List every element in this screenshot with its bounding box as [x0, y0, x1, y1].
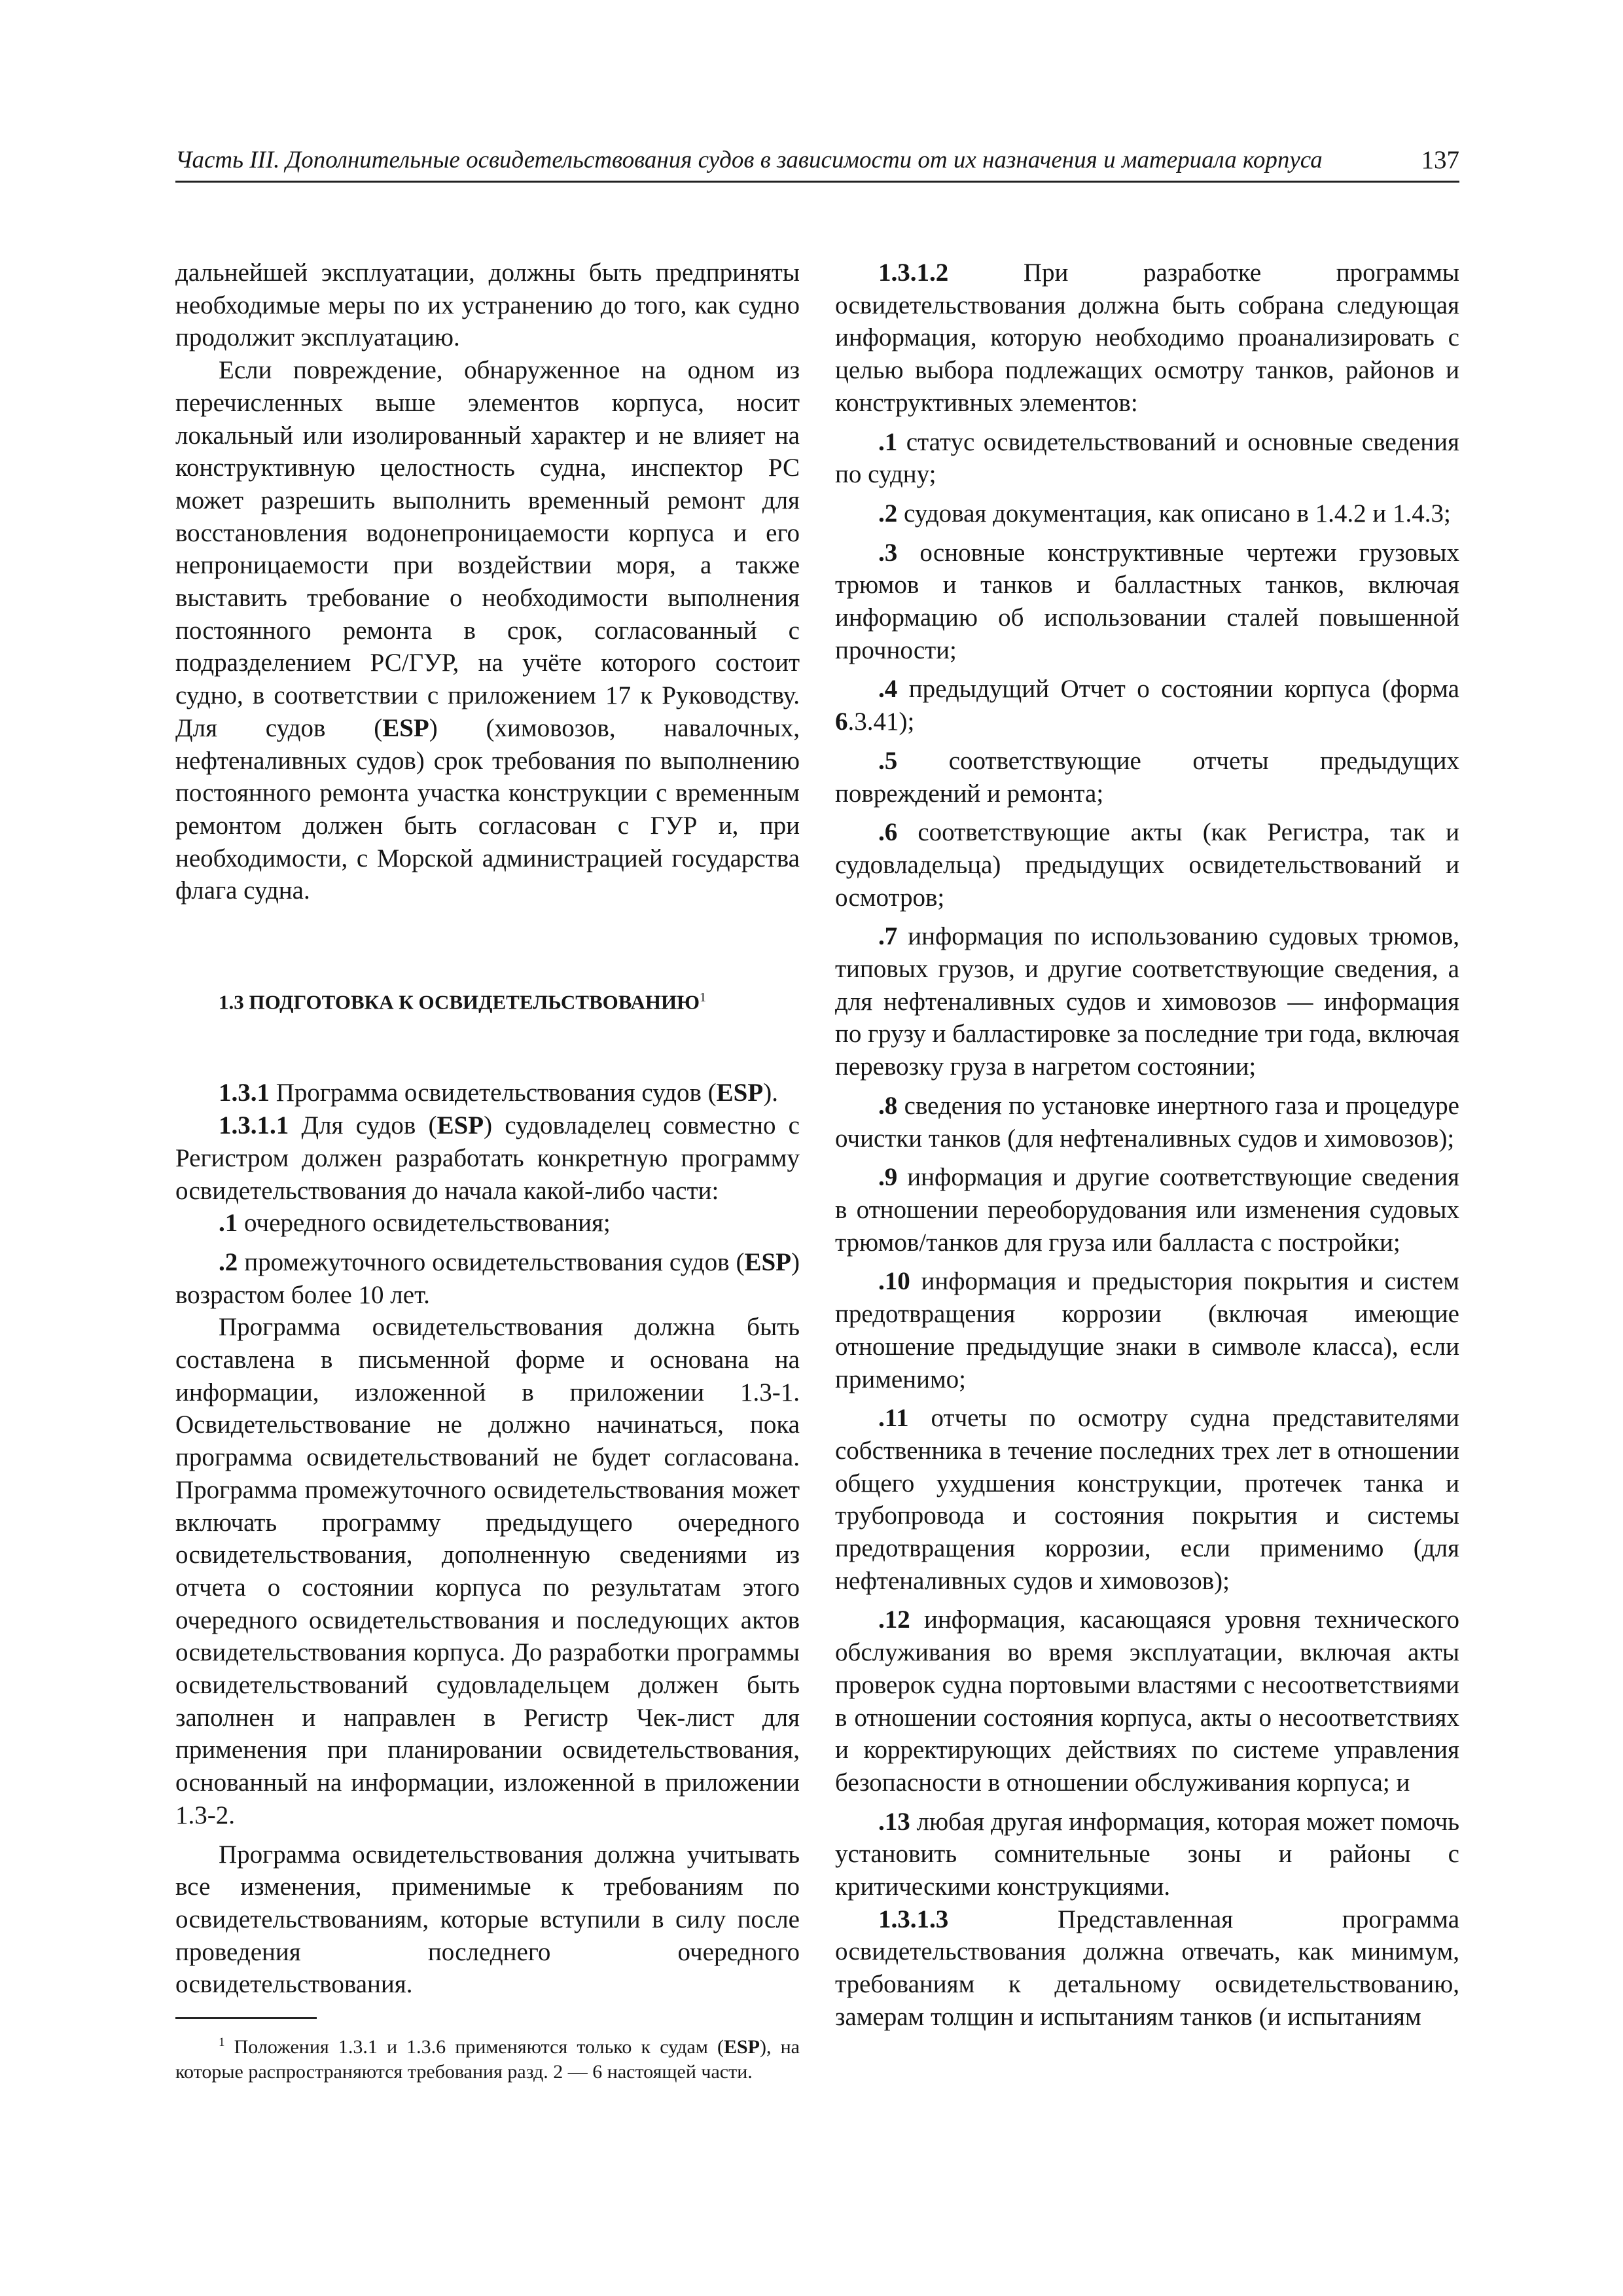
list-item: .12 информация, касающаяся уровня технического обслуживания во время эксплуатации, включая акты проверок судна портовыми властями с несоответствиями в отношении состояния корпуса, акты о несоответствиях и корректирующих действиях по системе управления безопасности в отношении обслуживания корпуса; и	[835, 1605, 1459, 1797]
right-column	[835, 257, 1459, 2034]
clause-1-3-1-3: 1.3.1.3 Представленная программа освидетельствования должна отвечать, как минимум, требованиям к детальному освидетельствованию, замерам толщин и испытаниям танков (и испытаниям	[835, 1905, 1459, 2031]
left-column	[175, 257, 800, 2001]
footnote-rule	[175, 2017, 317, 2019]
paragraph: Если повреждение, обнаруженное на одном из перечисленных выше элементов корпуса, носит локальный или изолированный характер и не влияет на конструктивную целостность судна, инспектор РС может разрешить выполнить временный ремонт для восстановления водонепроницаемости корпуса и его непроницаемости при воздействии моря, а также выставить требование о необходимости выполнения постоянного ремонта в срок, согласованный с подразделением РС/ГУР, на учёте которого состоит судно, в соответствии с приложением 17 к Руководству. Для судов (ESP) (химовозов, навалочных, нефтеналивных судов) срок требования по выполнению постоянного ремонта участка конструкции с временным ремонтом должен быть согласован с ГУР и, при необходимости, с Морской администрацией государства флага судна.	[175, 356, 800, 905]
list-item: .1 очередного освидетельствования;	[219, 1209, 611, 1238]
list-item: .3 основные конструктивные чертежи грузовых трюмов и танков и балластных танков, включая информацию об использовании сталей повышенной прочности;	[835, 538, 1459, 664]
paragraph: Программа освидетельствования должна учитывать все изменения, применимые к требованиям по освидетельствованиям, которые вступили в силу после проведения последнего очередного освидетельствования.	[175, 1840, 800, 1999]
list-item: .8 сведения по установке инертного газа и процедуре очистки танков (для нефтеналивных судов и химовозов);	[835, 1091, 1459, 1153]
list-item: .13 любая другая информация, которая может помочь установить сомнительные зоны и районы с критическими конструкциями.	[835, 1807, 1460, 1901]
list-item: .7 информация по использованию судовых трюмов, типовых грузов, и другие соответствующие сведения, а для нефтеналивных судов и химовозов — информация по грузу и балластировке за последние три года, включая перевозку груза в нагретом состоянии;	[835, 922, 1459, 1081]
list-item: .2 судовая документация, как описано в 1.4.2 и 1.4.3;	[878, 499, 1451, 528]
list-item: .6 соответствующие акты (как Регистра, так и судовладельца) предыдущих освидетельствований и осмотров;	[835, 818, 1459, 912]
paragraph: дальнейшей эксплуатации, должны быть предприняты необходимые меры по их устранению до того, как судно продолжит эксплуатацию.	[175, 259, 800, 352]
clause-1-3-1: 1.3.1 Программа освидетельствования судов (ESP).	[219, 1079, 778, 1107]
list-item: .10 информация и предыстория покрытия и систем предотвращения коррозии (включая имеющие отношение предыдущие знаки в символе класса), если применимо;	[835, 1267, 1459, 1393]
footnote-ref: 1	[700, 990, 707, 1005]
running-header	[175, 140, 1459, 183]
list-item: .4 предыдущий Отчет о состоянии корпуса (форма 6.3.41);	[835, 675, 1459, 736]
list-item: .11 отчеты по осмотру судна представителями собственника в течение последних трех лет в отношении общего ухудшения конструкции, протечек танка и трубопровода и состояния покрытия и системы предотвращения коррозии, если применимо (для нефтеналивных судов и химовозов);	[835, 1404, 1459, 1595]
paragraph: Программа освидетельствования должна быть составлена в письменной форме и основана на информации, изложенной в приложении 1.3-1. Освидетельствование не должно начинаться, пока программа освидетельствований не будет согласована. Программа промежуточного освидетельствования может включать программу предыдущего очередного освидетельствования, дополненную сведениями из отчета о состоянии корпуса по результатам этого очередного освидетельствования и последующих актов освидетельствования корпуса. До разработки программы освидетельствований судовладельцем должен быть заполнен и направлен в Регистр Чек-лист для применения при планировании освидетельствования, основанный на информации, изложенной в приложении 1.3-2.	[175, 1313, 800, 1829]
list-item: .1 статус освидетельствований и основные сведения по судну;	[835, 427, 1459, 489]
list-item: .2 промежуточного освидетельствования судов (ESP) возрастом более 10 лет.	[175, 1247, 800, 1309]
list-item: .9 информация и другие соответствующие сведения в отношении переоборудования или изменения судовых трюмов/танков для груза или балласта с постройки;	[835, 1163, 1459, 1257]
clause-1-3-1-1: 1.3.1.1 Для судов (ESP) судовладелец совместно с Регистром должен разработать конкретную программу освидетельствования до начала какой-либо части:	[175, 1111, 800, 1205]
section-heading: 1.3 ПОДГОТОВКА К ОСВИДЕТЕЛЬСТВОВАНИЮ$^1$	[219, 990, 707, 1014]
running-header-title: Часть III. Дополнительные освидетельствования судов в зависимости от их назначения и материала корпуса	[175, 147, 1323, 173]
clause-1-3-1-2: 1.3.1.2 При разработке программы освидетельствования должна быть собрана следующая информация, которую необходимо проанализировать с целью выбора подлежащих осмотру танков, районов и конструктивных элементов:	[835, 259, 1459, 417]
list-item: .5 соответствующие отчеты предыдущих повреждений и ремонта;	[835, 746, 1459, 808]
page-number: 137	[1421, 146, 1459, 174]
footnote: $^1$ Положения 1.3.1 и 1.3.6 применяются только к судам (ESP), на которые распространяются требования разд. 2 — 6 настоящей части.	[175, 2036, 800, 2083]
